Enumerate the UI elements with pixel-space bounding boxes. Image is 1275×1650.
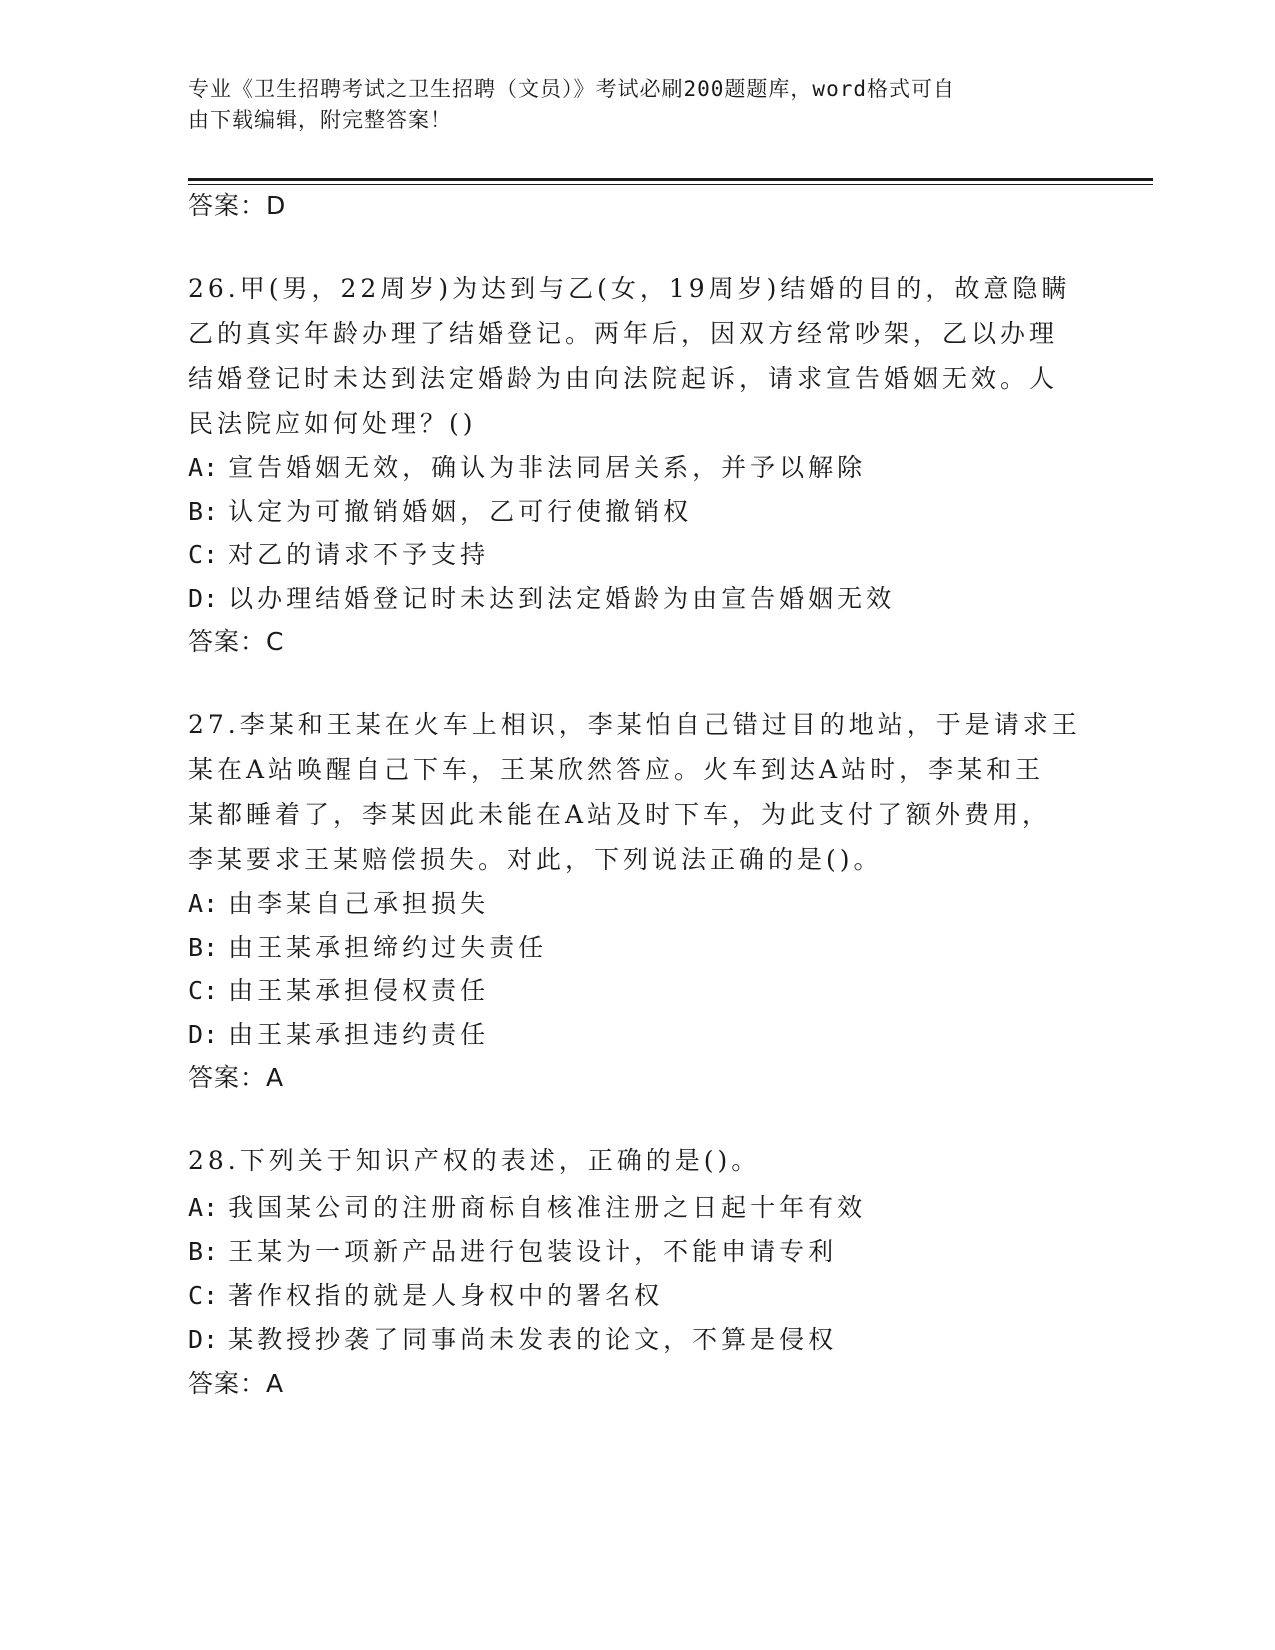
question-line: 26.甲(男，22周岁)为达到与乙(女，19周岁)结婚的目的，故意隐瞒 bbox=[188, 274, 1071, 303]
question-line: 某都睡着了，李某因此未能在A站及时下车，为此支付了额外费用， bbox=[188, 800, 1052, 829]
answer-28: 答案：A bbox=[188, 1369, 285, 1398]
header-line-2: 由下载编辑，附完整答案！ bbox=[188, 108, 452, 132]
question-27-stem bbox=[188, 702, 1088, 882]
option-text: 由王某承担侵权责任 bbox=[228, 976, 490, 1005]
question-28-stem bbox=[188, 1138, 1088, 1183]
option-key: C: bbox=[188, 976, 219, 1005]
option-text: 著作权指的就是人身权中的署名权 bbox=[228, 1281, 664, 1310]
option-key: A: bbox=[188, 453, 219, 482]
option-key: D: bbox=[188, 1325, 219, 1354]
question-26-option-b bbox=[188, 492, 692, 528]
option-key: C: bbox=[188, 540, 219, 569]
option-key: C: bbox=[188, 1281, 219, 1310]
question-28-option-d bbox=[188, 1320, 837, 1356]
question-line: 某在A站唤醒自己下车，王某欣然答应。火车到达A站时，李某和王 bbox=[188, 755, 1045, 784]
question-26-stem bbox=[188, 266, 1088, 446]
question-28-option-a bbox=[188, 1188, 866, 1224]
option-text: 我国某公司的注册商标自核准注册之日起十年有效 bbox=[228, 1193, 867, 1222]
answer-26: 答案：C bbox=[188, 627, 285, 656]
question-line: 27.李某和王某在火车上相识，李某怕自己错过目的地站，于是请求王 bbox=[188, 710, 1081, 739]
question-28-option-c bbox=[188, 1276, 663, 1312]
question-27-option-a bbox=[188, 884, 489, 920]
question-26-option-c bbox=[188, 535, 489, 571]
question-line: 李某要求王某赔偿损失。对此，下列说法正确的是()。 bbox=[188, 845, 883, 874]
question-27-option-c bbox=[188, 971, 489, 1007]
option-text: 宣告婚姻无效，确认为非法同居关系，并予以解除 bbox=[228, 453, 867, 482]
header-line-1: 专业《卫生招聘考试之卫生招聘（文员）》考试必刷200题题库，word格式可自 bbox=[188, 77, 955, 101]
question-27-option-b bbox=[188, 928, 547, 964]
option-text: 某教授抄袭了同事尚未发表的论文，不算是侵权 bbox=[228, 1325, 838, 1354]
answer-27: 答案：A bbox=[188, 1063, 285, 1092]
header-rule-thick bbox=[188, 178, 1153, 181]
document-header bbox=[188, 74, 1068, 136]
option-text: 王某为一项新产品进行包装设计，不能申请专利 bbox=[228, 1237, 838, 1266]
option-key: B: bbox=[188, 1237, 219, 1266]
question-line: 民法院应如何处理？() bbox=[188, 409, 477, 438]
header-rule-thin bbox=[188, 184, 1153, 185]
option-key: B: bbox=[188, 933, 219, 962]
option-text: 认定为可撤销婚姻，乙可行使撤销权 bbox=[228, 497, 693, 526]
option-text: 由王某承担缔约过失责任 bbox=[228, 933, 548, 962]
question-26-option-d bbox=[188, 579, 895, 615]
option-text: 由李某自己承担损失 bbox=[228, 889, 490, 918]
option-key: A: bbox=[188, 889, 219, 918]
option-text: 由王某承担违约责任 bbox=[228, 1020, 490, 1049]
option-text: 以办理结婚登记时未达到法定婚龄为由宣告婚姻无效 bbox=[228, 584, 896, 613]
option-key: D: bbox=[188, 1020, 219, 1049]
option-key: A: bbox=[188, 1193, 219, 1222]
question-line: 28.下列关于知识产权的表述，正确的是()。 bbox=[188, 1146, 761, 1175]
option-key: B: bbox=[188, 497, 219, 526]
question-26-option-a bbox=[188, 448, 866, 484]
option-text: 对乙的请求不予支持 bbox=[228, 540, 490, 569]
answer-25: 答案：D bbox=[188, 191, 287, 220]
question-line: 结婚登记时未达到法定婚龄为由向法院起诉，请求宣告婚姻无效。人 bbox=[188, 364, 1059, 393]
question-27-option-d bbox=[188, 1015, 489, 1051]
question-line: 乙的真实年龄办理了结婚登记。两年后，因双方经常吵架，乙以办理 bbox=[188, 319, 1059, 348]
question-28-option-b bbox=[188, 1232, 837, 1268]
option-key: D: bbox=[188, 584, 219, 613]
